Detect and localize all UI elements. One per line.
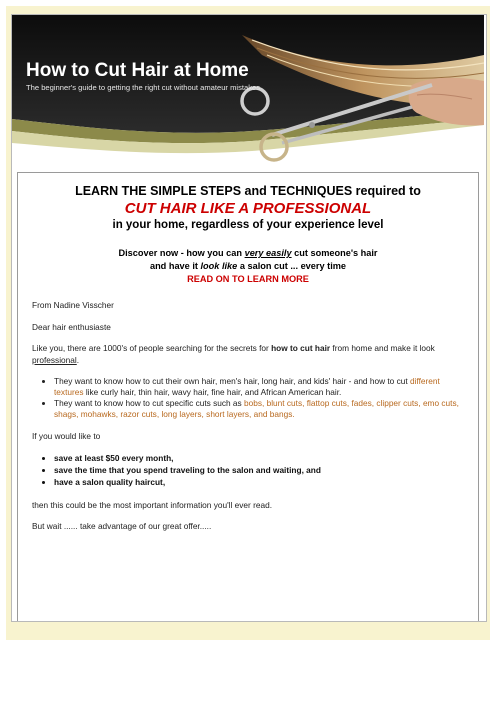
headline-line3: in your home, regardless of your experience level [112, 219, 384, 231]
benefit-item: • save at least $50 every month, [54, 452, 464, 464]
link-haircut-styles[interactable]: bobs, blunt cuts, flattop cuts, fades, clipper cuts, emo cuts, shags, mohawks, razor cuts, long layers, short layers, and bangs. [54, 398, 459, 419]
site-subtitle: The beginner's guide to getting the right cut without amateur mistakes [26, 83, 261, 92]
list-item [54, 398, 464, 420]
list-item [54, 376, 464, 398]
intro-text: . [76, 354, 80, 365]
list-text: They want to know how to cut specific cuts such as [54, 398, 244, 408]
site-title: How to Cut Hair at Home [26, 60, 249, 81]
wants-list [32, 376, 464, 420]
discover-text: a salon cut ... every time [237, 261, 347, 271]
if-you-would-like: If you would like to [32, 431, 101, 441]
list-text: like curly hair, thin hair, wavy hair, fine hair, and African American hair. [83, 387, 342, 397]
intro-text: from home and make it look [330, 343, 435, 353]
content-box [17, 172, 479, 621]
benefit-item: • save the time that you spend traveling to the salon and waiting, and [54, 464, 464, 476]
list-text: They want to know how to cut their own hair, men's hair, long hair, and kids' hair - and how to cut [54, 376, 410, 386]
then-paragraph: then this could be the most important information you'll ever read. [32, 499, 273, 510]
read-on-callout: READ ON TO LEARN MORE [187, 274, 309, 284]
greeting: Dear hair enthusiaste [32, 321, 111, 332]
link-different-textures[interactable]: different textures [54, 376, 440, 397]
discover-emphasis: look like [200, 261, 238, 271]
benefits-list [32, 452, 464, 488]
intro-paragraph [32, 343, 464, 366]
headline-line1: LEARN THE SIMPLE STEPS and TECHNIQUES required to [75, 184, 421, 198]
from-line: From Nadine Visscher [32, 300, 114, 310]
intro-underline: professional [32, 354, 77, 365]
intro-text: Like you, there are 1000's of people searching for the secrets for [32, 343, 272, 353]
intro-bold: how to cut hair [271, 343, 331, 353]
headline-block [32, 183, 464, 233]
discover-text: Discover now - how you can [118, 248, 245, 258]
discover-block [32, 247, 464, 286]
discover-emphasis: very easily [244, 248, 292, 258]
discover-text: and have it [149, 261, 201, 271]
but-wait-paragraph: But wait ...... take advantage of our great offer..... [32, 521, 212, 531]
header-banner [12, 15, 484, 170]
benefit-item: • have a salon quality haircut, [54, 476, 464, 488]
header-graphic [12, 15, 484, 170]
discover-text: cut someone's hair [291, 248, 378, 258]
headline-main: CUT HAIR LIKE A PROFESSIONAL [124, 200, 372, 217]
